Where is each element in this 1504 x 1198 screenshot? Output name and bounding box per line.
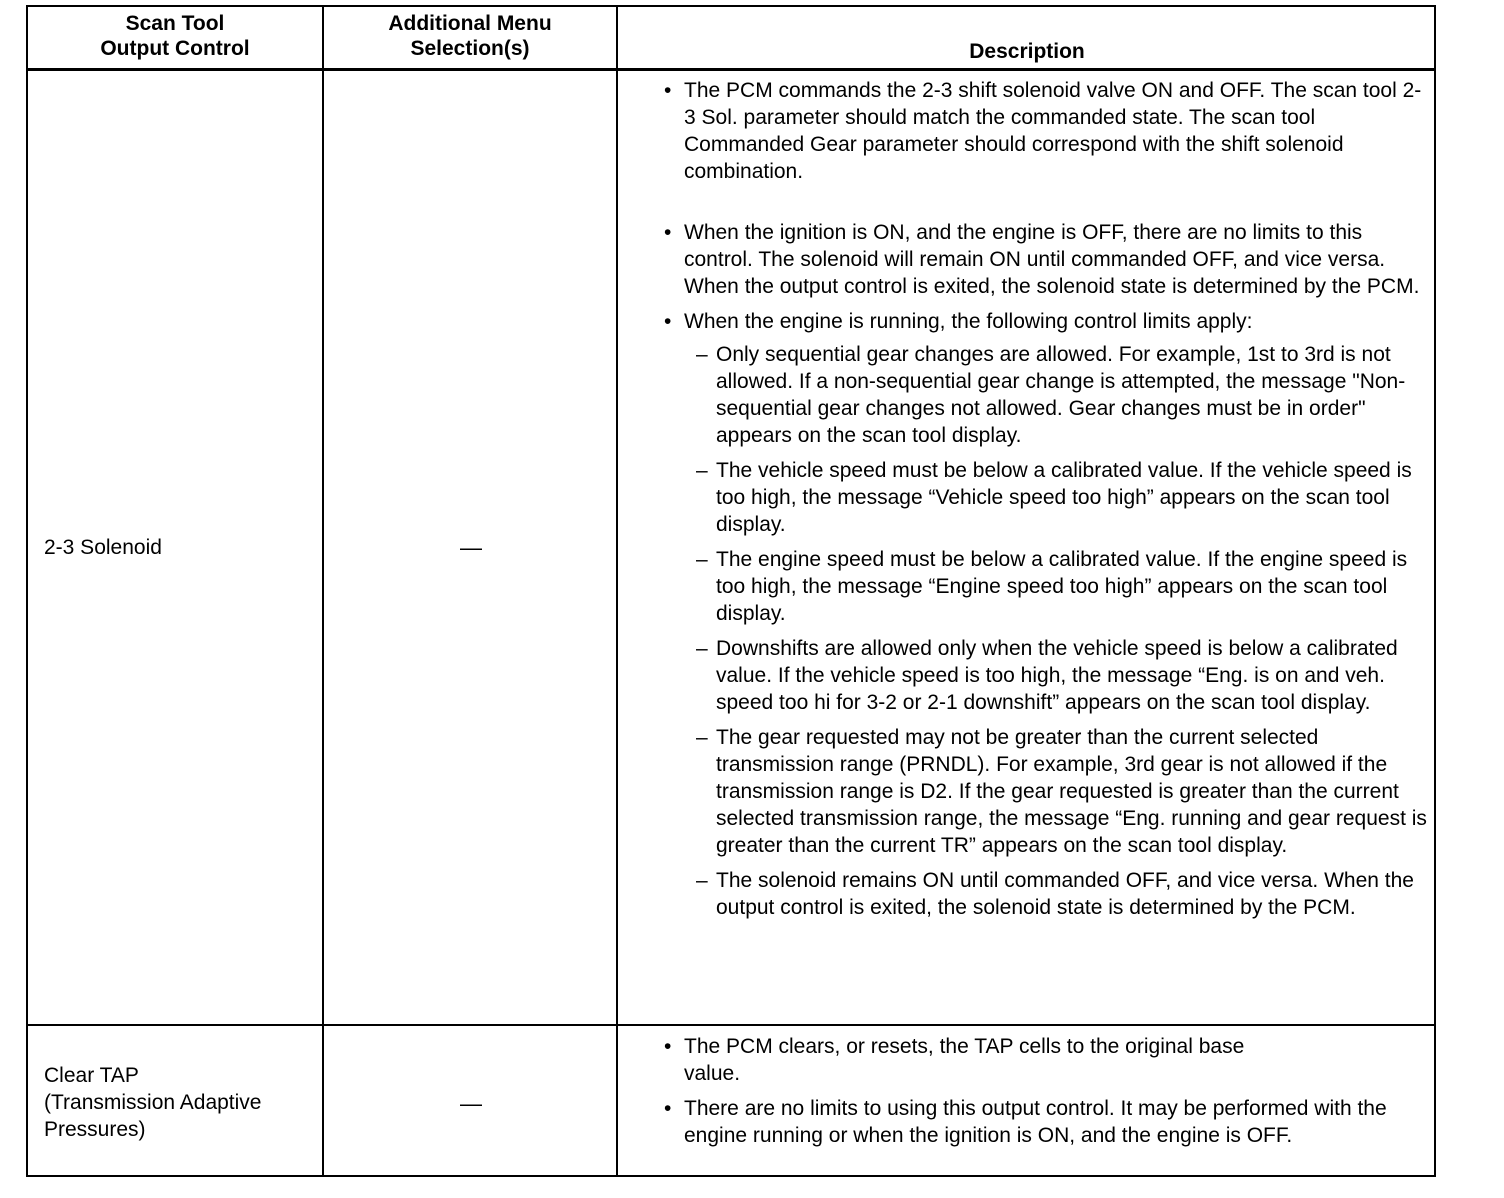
row1-sub-2: – The vehicle speed must be below a calibrated value. If the vehicle speed is too high, the message “Vehicle speed too high” appears on the scan tool display. [684, 457, 1432, 538]
row1-sub-6: – The solenoid remains ON until commanded OFF, and vice versa. When the output control is exited, the solenoid state is determined by the PCM. [684, 867, 1432, 921]
row1-sub-1: – Only sequential gear changes are allowed. For example, 1st to 3rd is not allowed. If a non-sequential gear change is attempted, the message "Non-sequential gear changes not allowed. Gear changes must be in order" appears on the scan tool display. [684, 341, 1432, 449]
row2-output-control-line1: Clear TAP [44, 1064, 139, 1087]
column-divider-1 [322, 7, 324, 1175]
header-menu-selections: Additional Menu Selection(s) [388, 12, 552, 60]
row2-output-control [44, 1062, 261, 1143]
row1-bullet-1: • The PCM commands the 2-3 shift solenoid valve ON and OFF. The scan tool 2-3 Sol. parameter should match the commanded state. The scan tool Commanded Gear parameter should correspond with the shift solenoid combination. [654, 77, 1432, 185]
row1-menu-selection: — [460, 535, 482, 560]
row1-description [654, 77, 1432, 929]
header-output-control: Scan Tool Output Control [100, 12, 250, 60]
row1-sub-4: – Downshifts are allowed only when the vehicle speed is below a calibrated value. If the vehicle speed is too high, the message “Eng. is on and veh. speed too hi for 3-2 or 2-1 downshift” appears on the scan tool display. [684, 635, 1432, 716]
row-divider [28, 1024, 1434, 1026]
row2-bullet-1: • The PCM clears, or resets, the TAP cells to the original base value. [654, 1033, 1432, 1087]
row1-bullet-2: • When the ignition is ON, and the engine is OFF, there are no limits to this control. The solenoid will remain ON until commanded OFF, and vice versa. When the output control is exited, the solenoid state is determined by the PCM. [654, 219, 1432, 300]
row2-output-control-line2: (Transmission Adaptive [44, 1091, 262, 1114]
row2-description [654, 1033, 1432, 1149]
output-control-table [26, 5, 1436, 1177]
row2-menu-selection: — [460, 1091, 482, 1116]
header-divider [28, 68, 1434, 71]
row1-sub-3: – The engine speed must be below a calibrated value. If the engine speed is too high, the message “Engine speed too high” appears on the scan tool display. [684, 546, 1432, 627]
row1-bullet-3-text: When the engine is running, the following control limits apply: [684, 310, 1253, 333]
row2-output-control-line3: Pressures) [44, 1118, 146, 1141]
row1-output-control: 2-3 Solenoid [44, 536, 162, 559]
row2-bullet-2: • There are no limits to using this output control. It may be performed with the engine running or when the ignition is ON, and the engine is OFF. [654, 1095, 1432, 1149]
row1-bullet-3 [654, 308, 1432, 921]
row1-sub-5: – The gear requested may not be greater than the current selected transmission range (PRNDL). For example, 3rd gear is not allowed if the transmission range is D2. If the gear requested is greater than the current selected transmission range, the message “Eng. running and gear request is greater than the current TR” appears on the scan tool display. [684, 724, 1432, 859]
column-divider-2 [616, 7, 618, 1175]
header-description: Description [969, 40, 1085, 63]
